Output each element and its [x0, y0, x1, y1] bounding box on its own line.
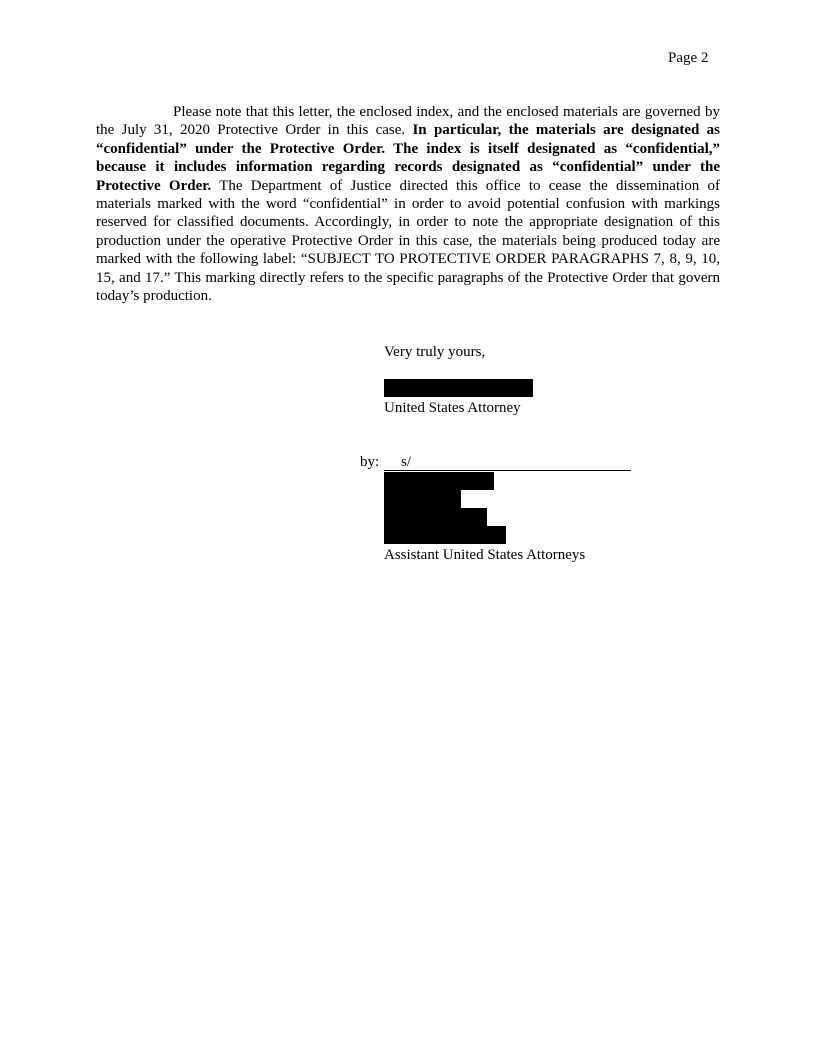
signature-line: [384, 453, 631, 471]
signature-mark: s/: [401, 454, 412, 470]
by-label: by:: [360, 454, 380, 470]
paragraph-text-marking-explanation: The Department of Justice directed this office to cease the dissemination of materials marked with the word “confidential” in order to avoid potential confusion with markings reserved for classified documents. Accordingly, in order to note the appropriate designation of this production under the operative Protective Order in this case, the materials being produced today are marked with the following label: “SUBJECT TO PROTECTIVE ORDER PARAGRAPHS 7, 8, 9, 10, 15, and 17.” This marking directly refers to the specific paragraphs of the Protective Order that govern today’s production.: [96, 177, 720, 305]
page-number: Page 2: [668, 50, 709, 66]
paragraph-text-intro: Please note that this letter, the enclosed index, and the enclosed materials are governed by the July 31, 2020 Protective Order in this case.: [96, 104, 720, 139]
paragraph-text-bold-designation: In particular, the materials are designated as “confidential” under the Protective Order. The index is itself designated as “confidential,” because it includes information regarding records designated as “confidential” under the Protective Order.: [96, 122, 720, 194]
ausa-title: Assistant United States Attorneys: [384, 547, 586, 563]
redacted-ausa-name-3: [384, 508, 487, 526]
redacted-ausa-name-2: [384, 490, 461, 508]
us-attorney-title: United States Attorney: [384, 400, 521, 416]
redacted-us-attorney-name: [384, 379, 533, 397]
redacted-ausa-name-1: [384, 472, 494, 490]
body-paragraph: [96, 103, 720, 305]
redacted-ausa-name-4: [384, 526, 506, 544]
closing-salutation: Very truly yours,: [384, 344, 486, 360]
